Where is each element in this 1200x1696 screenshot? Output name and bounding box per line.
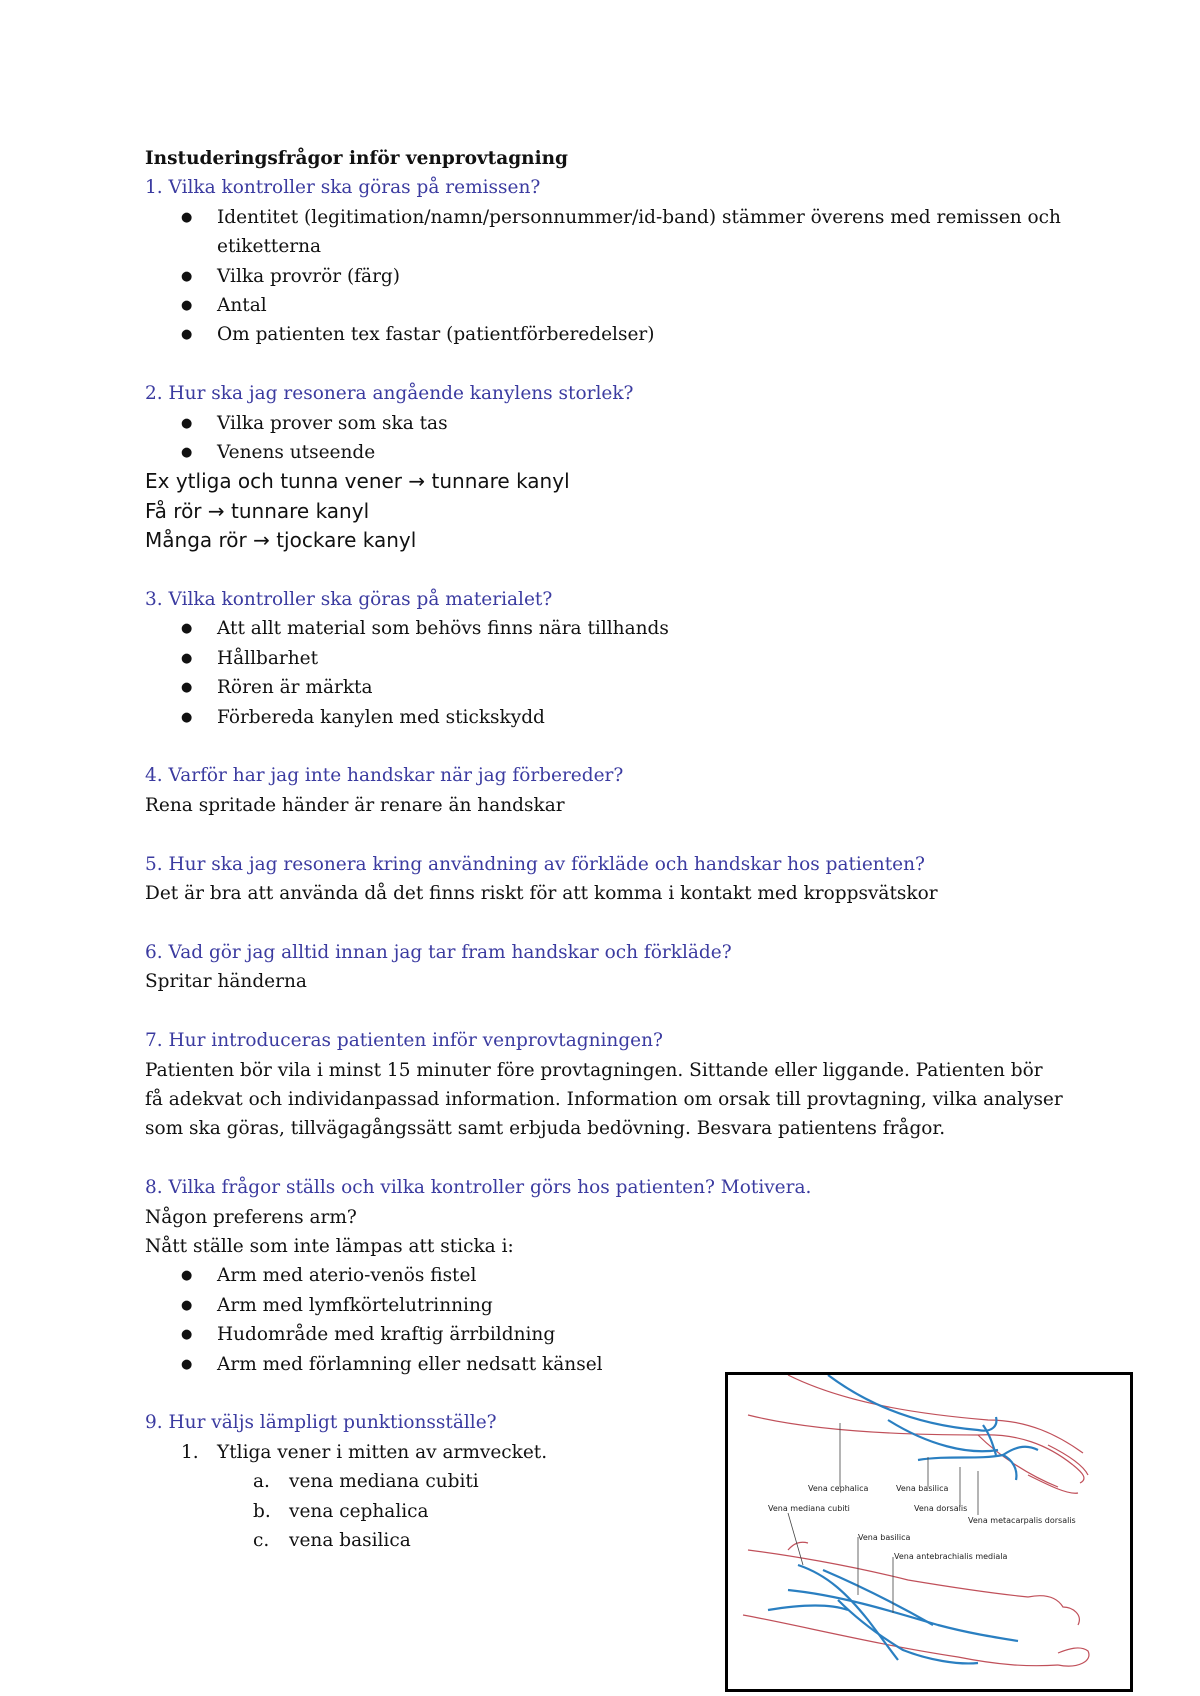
list-item: ● Venens utseende xyxy=(145,438,1065,467)
list-item: ● Arm med lymfkörtelutrinning xyxy=(145,1291,1065,1320)
list-item: ● Antal xyxy=(145,291,1065,320)
arm-veins-illustration xyxy=(728,1375,1130,1689)
label-vena-mediana-cubiti: Vena mediana cubiti xyxy=(768,1504,850,1513)
list-item: ● Att allt material som behövs finns nära tillhands xyxy=(145,614,1065,643)
list-item: ● Vilka prover som ska tas xyxy=(145,409,1065,438)
list-item: ● Identitet (legitimation/namn/personnummer/id-band) stämmer överens med remissen och etiketterna xyxy=(145,203,1065,262)
q3-bullet-list xyxy=(145,614,1065,732)
question-4: 4. Varför har jag inte handskar när jag förbereder? xyxy=(145,765,624,787)
answer-4: Rena spritade händer är renare än handskar xyxy=(145,794,565,816)
answer-5: Det är bra att använda då det finns riskt för att komma i kontakt med kroppsvätskor xyxy=(145,883,938,905)
arm-veins-figure xyxy=(725,1372,1133,1692)
label-vena-cephalica: Vena cephalica xyxy=(808,1484,869,1493)
sub-list-letter: b. xyxy=(253,1500,271,1522)
answer-8-line: Någon preferens arm? xyxy=(145,1206,357,1228)
answer-8-line: Nått ställe som inte lämpas att sticka i: xyxy=(145,1235,514,1257)
label-vena-metacarpalis-dorsalis: Vena metacarpalis dorsalis xyxy=(968,1516,1076,1525)
q1-bullet-list xyxy=(145,203,1065,350)
sub-list-text: vena basilica xyxy=(289,1529,411,1551)
document-title: Instuderingsfrågor inför venprovtagning xyxy=(145,148,568,169)
question-5: 5. Hur ska jag resonera kring användning av förkläde och handskar hos patienten? xyxy=(145,853,925,875)
list-item: ● Om patienten tex fastar (patientförberedelser) xyxy=(145,320,1065,349)
label-vena-antebrachialis: Vena antebrachialis mediala xyxy=(894,1552,1008,1561)
list-item: ● Arm med aterio-venös fistel xyxy=(145,1261,1065,1290)
sub-list-letter: c. xyxy=(253,1529,270,1551)
question-8: 8. Vilka frågor ställs och vilka kontroller görs hos patienten? Motivera. xyxy=(145,1177,812,1199)
upper-veins xyxy=(828,1375,1038,1480)
list-item: ● Rören är märkta xyxy=(145,673,1065,702)
sub-list-letter: a. xyxy=(253,1471,270,1493)
list-item: ● Vilka provrör (färg) xyxy=(145,262,1065,291)
sub-list-text: vena cephalica xyxy=(289,1500,429,1522)
answer-6: Spritar händerna xyxy=(145,971,307,993)
q2-answer-line: Många rör → tjockare kanyl xyxy=(145,528,417,553)
list-item: ● Förbereda kanylen med stickskydd xyxy=(145,703,1065,732)
question-2: 2. Hur ska jag resonera angående kanylens storlek? xyxy=(145,383,634,405)
leader-lines xyxy=(788,1423,978,1613)
question-1: 1. Vilka kontroller ska göras på remissen? xyxy=(145,177,541,199)
document-page xyxy=(145,144,1065,1555)
sub-list-text: vena mediana cubiti xyxy=(289,1471,479,1493)
q2-bullet-list xyxy=(145,409,1065,468)
q2-answer-line: Ex ytliga och tunna vener → tunnare kanyl xyxy=(145,469,570,494)
question-9: 9. Hur väljs lämpligt punktionsställe? xyxy=(145,1412,497,1434)
list-item: ● Arm med förlamning eller nedsatt känsel xyxy=(145,1350,1065,1379)
list-item: ● Hållbarhet xyxy=(145,644,1065,673)
question-7: 7. Hur introduceras patienten inför venprovtagningen? xyxy=(145,1030,663,1052)
label-vena-basilica: Vena basilica xyxy=(858,1533,911,1542)
upper-arm-outline xyxy=(748,1375,1088,1493)
q8-bullet-list xyxy=(145,1261,1065,1379)
label-vena-dorsalis: Vena dorsalis xyxy=(914,1504,968,1513)
question-3: 3. Vilka kontroller ska göras på materialet? xyxy=(145,589,553,611)
list-number: 1. xyxy=(181,1441,199,1463)
answer-7: Patienten bör vila i minst 15 minuter före provtagningen. Sittande eller liggande. Patienten bör få adekvat och individanpassad information. Information om orsak till provtagning, vilka analyser som ska göras, tillvägagångssätt samt erbjuda bedövning. Besvara patientens frågor. xyxy=(145,1059,1063,1140)
q2-answer-line: Få rör → tunnare kanyl xyxy=(145,498,370,523)
label-vena-basilica-top: Vena basilica xyxy=(896,1484,949,1493)
list-item-text: Ytliga vener i mitten av armvecket. xyxy=(217,1441,548,1463)
list-item: ● Hudområde med kraftig ärrbildning xyxy=(145,1320,1065,1349)
question-6: 6. Vad gör jag alltid innan jag tar fram handskar och förkläde? xyxy=(145,941,732,963)
